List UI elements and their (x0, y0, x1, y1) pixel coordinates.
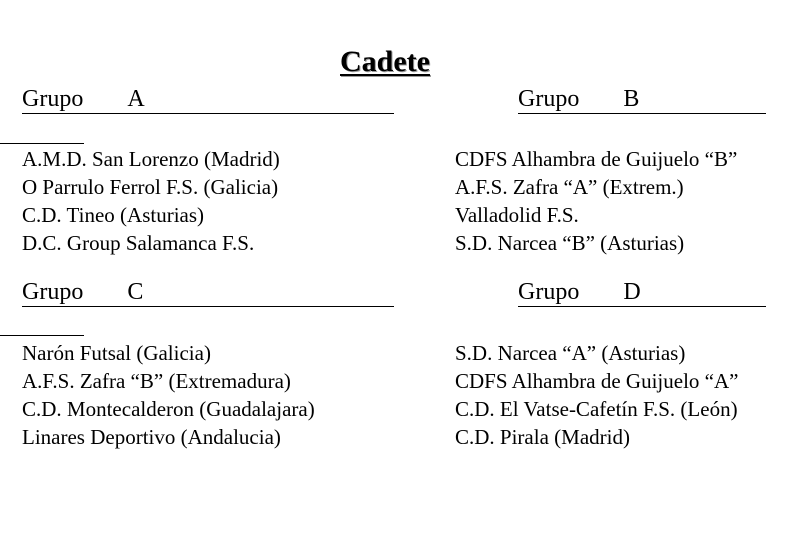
group-d-letter: D (623, 279, 641, 305)
team-item: D.C. Group Salamanca F.S. (22, 231, 255, 255)
group-c-label: Grupo (22, 279, 84, 305)
team-item: A.M.D. San Lorenzo (Madrid) (22, 147, 280, 171)
group-d-team-list (455, 339, 738, 451)
team-item: C.D. El Vatse-Cafetín F.S. (León) (455, 397, 738, 421)
team-item: Linares Deportivo (Andalucia) (22, 425, 281, 449)
group-c-header (22, 278, 394, 307)
group-c-team-list (22, 339, 315, 451)
team-item: A.F.S. Zafra “A” (Extrem.) (455, 175, 684, 199)
group-b-letter: B (623, 86, 640, 112)
page-title (0, 44, 770, 80)
group-d-header (518, 278, 766, 307)
group-b-header (518, 85, 766, 114)
team-item: C.D. Tineo (Asturias) (22, 203, 205, 227)
team-item: Narón Futsal (Galicia) (22, 341, 211, 365)
team-item: S.D. Narcea “A” (Asturias) (455, 341, 686, 365)
team-item: A.F.S. Zafra “B” (Extremadura) (22, 369, 291, 393)
group-c-letter: C (127, 279, 144, 305)
group-a-letter: A (127, 86, 145, 112)
team-item: Valladolid F.S. (455, 203, 579, 227)
team-item: S.D. Narcea “B” (Asturias) (455, 231, 685, 255)
team-item: CDFS Alhambra de Guijuelo “B” (455, 147, 738, 171)
team-item: O Parrulo Ferrol F.S. (Galicia) (22, 175, 279, 199)
group-b-team-list (455, 145, 737, 257)
group-b-label: Grupo (518, 86, 580, 112)
group-a-header (22, 85, 394, 114)
team-item: C.D. Montecalderon (Guadalajara) (22, 397, 315, 421)
team-item: CDFS Alhambra de Guijuelo “A” (455, 369, 739, 393)
group-d-label: Grupo (518, 279, 580, 305)
divider-line (0, 335, 84, 336)
team-item: C.D. Pirala (Madrid) (455, 425, 630, 449)
group-a-team-list (22, 145, 280, 257)
divider-line (0, 143, 84, 144)
page-title-text: Cadete (340, 45, 430, 78)
group-a-label: Grupo (22, 86, 84, 112)
